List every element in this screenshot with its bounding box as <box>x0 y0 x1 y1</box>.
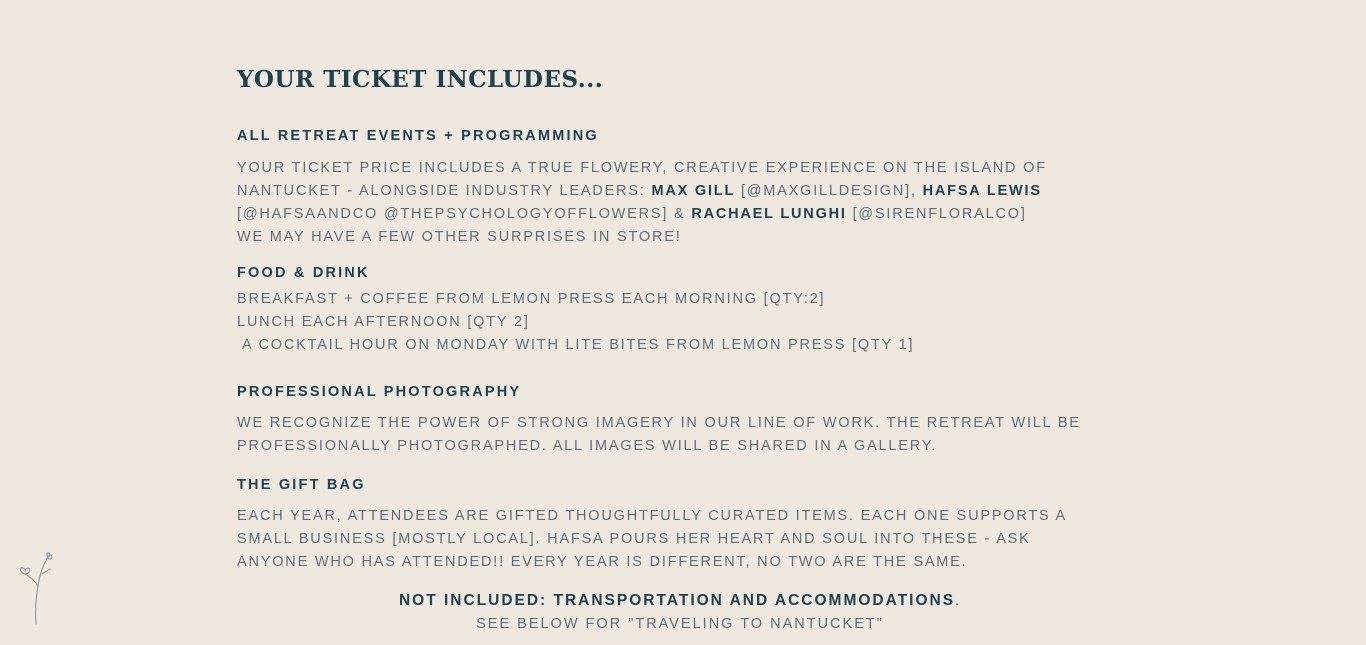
photography-line-2: PROFESSIONALLY PHOTOGRAPHED. ALL IMAGES WILL BE SHARED IN A GALLERY. <box>237 438 938 454</box>
food-description <box>237 288 914 357</box>
section-heading-photography: PROFESSIONAL PHOTOGRAPHY <box>237 384 522 400</box>
photography-line-1: WE RECOGNIZE THE POWER OF STRONG IMAGERY IN OUR LINE OF WORK. THE RETREAT WILL BE <box>237 415 1081 431</box>
travel-note: SEE BELOW FOR "TRAVELING TO NANTUCKET" <box>476 616 884 632</box>
leader-rachael-lunghi: RACHAEL LUNGHI <box>691 206 847 222</box>
flower-stem-icon <box>14 550 60 628</box>
events-line-4: WE MAY HAVE A FEW OTHER SURPRISES IN STORE! <box>237 229 682 245</box>
food-line-1: BREAKFAST + COFFEE FROM LEMON PRESS EACH MORNING [QTY:2] <box>237 291 826 307</box>
food-line-2: LUNCH EACH AFTERNOON [QTY 2] <box>237 314 530 330</box>
not-included-period: . <box>955 593 962 609</box>
events-line-2 <box>237 180 1047 203</box>
page-title: YOUR TICKET INCLUDES... <box>237 66 604 93</box>
events-description <box>237 157 1047 249</box>
section-heading-gift-bag: THE GIFT BAG <box>237 477 366 493</box>
section-heading-events: ALL RETREAT EVENTS + PROGRAMMING <box>237 128 599 144</box>
events-line-1: YOUR TICKET PRICE INCLUDES A TRUE FLOWERY, CREATIVE EXPERIENCE ON THE ISLAND OF <box>237 160 1047 176</box>
leader-max-gill: MAX GILL <box>651 183 736 199</box>
events-line-2-handle: [@MAXGILLDESIGN], <box>735 183 923 199</box>
gift-bag-line-3: ANYONE WHO HAS ATTENDED!! EVERY YEAR IS DIFFERENT, NO TWO ARE THE SAME. <box>237 554 968 570</box>
not-included-note <box>237 589 1123 636</box>
not-included-strong: NOT INCLUDED: TRANSPORTATION AND ACCOMMODATIONS <box>398 592 956 609</box>
events-line-3-handle: [@SIRENFLORALCO] <box>846 206 1027 222</box>
gift-bag-description <box>237 505 1067 574</box>
photography-description <box>237 412 1081 458</box>
food-line-3: A COCKTAIL HOUR ON MONDAY WITH LITE BITES FROM LEMON PRESS [QTY 1] <box>237 337 915 353</box>
gift-bag-line-2: SMALL BUSINESS [MOSTLY LOCAL]. HAFSA POURS HER HEART AND SOUL INTO THESE - ASK <box>237 531 1031 547</box>
events-line-3-text: [@HAFSAANDCO @THEPSYCHOLOGYOFFLOWERS] & <box>237 206 692 222</box>
section-heading-food: FOOD & DRINK <box>237 265 370 281</box>
gift-bag-line-1: EACH YEAR, ATTENDEES ARE GIFTED THOUGHTFULLY CURATED ITEMS. EACH ONE SUPPORTS A <box>237 508 1068 524</box>
not-included-line <box>237 589 1123 613</box>
leader-hafsa-lewis: HAFSA LEWIS <box>922 183 1042 199</box>
events-line-3 <box>237 203 1047 226</box>
events-line-2-text: NANTUCKET - ALONGSIDE INDUSTRY LEADERS: <box>237 183 652 199</box>
